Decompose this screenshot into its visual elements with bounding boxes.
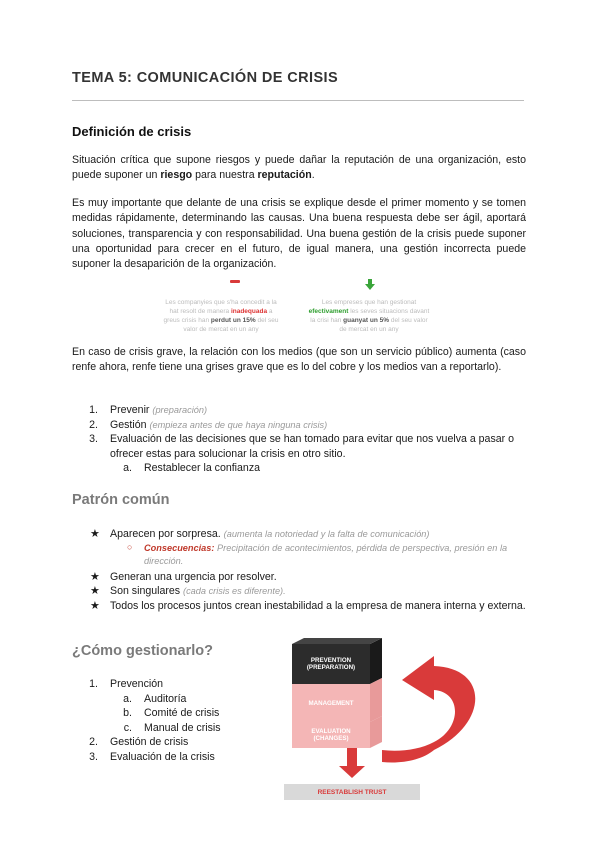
list-sub-item: ○ Consecuencias: Precipitación de acontecimientos, pérdida de perspectiva, presión en la dirección.: [127, 541, 508, 566]
list-sub-item: a. Auditoría: [123, 692, 187, 705]
gestion-list: [89, 677, 280, 765]
star-icon: ★: [90, 585, 100, 598]
steps-list: [89, 403, 526, 476]
list-item: ★ Todos los procesos juntos crean inestabilidad a la empresa de manera interna y externa.: [90, 599, 526, 612]
patron-list: [90, 527, 526, 613]
definition-heading: Definición de crisis: [72, 124, 192, 139]
list-item: 1. Prevención: [89, 678, 163, 690]
list-item: ★ Generan una urgencia por resolver.: [90, 570, 277, 583]
figure-right-caption: Les empreses que han gestionat efectivament les seves situacions davant la crisi han guanyat un 5% del seu valor de mercat en un any: [308, 299, 430, 333]
down-arrow-icon: [364, 278, 376, 296]
definition-paragraph-1: Situación crítica que supone riesgos y puede dañar la reputación de una organización, esto puede suponer un riesgo para nuestra reputación.: [72, 154, 526, 182]
minus-icon: [230, 280, 240, 283]
list-item: 2. Gestión (empieza antes de que haya ninguna crisis): [89, 418, 328, 431]
list-sub-item: c. Manual de crisis: [123, 721, 221, 734]
list-item: 3. Evaluación de la crisis: [89, 750, 215, 763]
list-item: 1. Prevenir (preparación): [89, 404, 208, 416]
list-sub-item: b. Comité de crisis: [123, 707, 220, 720]
star-icon: ★: [90, 570, 100, 583]
figure-left-caption: Les companyies que s'ha concedit a la hat resolt de manera inadequada a greus crisis han perdut un 15% del seu valor de mercat en un any: [163, 299, 279, 333]
list-sub-item: a. Restablecer la confianza: [123, 462, 261, 475]
reestablish-trust-box: REESTABLISH TRUST: [284, 784, 420, 800]
star-icon: ★: [90, 599, 100, 612]
management-box: MANAGEMENT: [292, 684, 370, 722]
star-icon: ★: [90, 528, 100, 540]
list-item: 2. Gestión de crisis: [89, 736, 189, 749]
crisis-cycle-diagram: [284, 638, 484, 803]
list-item: ★ Aparecen por sorpresa. (aumenta la notoriedad y la falta de comunicación): [90, 528, 430, 540]
circle-bullet-icon: ○: [127, 541, 133, 552]
title-divider: [72, 100, 524, 101]
evaluation-box: EVALUATION (CHANGES): [292, 722, 370, 748]
page-title: TEMA 5: COMUNICACIÓN DE CRISIS: [72, 70, 339, 86]
definition-paragraph-3: En caso de crisis grave, la relación con los medios (que son un servicio público) aumenta (caso renfe ahora, renfe tiene una grises grave que es lo del cobre y los medios van a reportarlo).: [72, 346, 526, 374]
prevention-box: PREVENTION (PREPARATION): [292, 644, 370, 684]
definition-paragraph-2: Es muy importante que delante de una crisis se explique desde el primer momento y se tomen medidas rápidamente, determinando las causas. Una buena respuesta debe ser ágil, aportará soluciones, transparencia y con responsabilidad. Una buena gestión de la crisis puede suponer una oportunidad para crecer en el futuro, de igual manera, una gestión incorrecta puede suponer la desaparición de la organización.: [72, 197, 526, 271]
list-item: 3. Evaluación de las decisiones que se han tomado para evitar que nos vuelva a pasar o ofrecer estas para solucionar la crisis en otro sitio.: [89, 433, 515, 460]
patron-heading: Patrón común: [72, 492, 170, 508]
gestion-heading: ¿Cómo gestionarlo?: [72, 643, 213, 659]
list-item: ★ Son singulares (cada crisis es diferente).: [90, 585, 286, 598]
